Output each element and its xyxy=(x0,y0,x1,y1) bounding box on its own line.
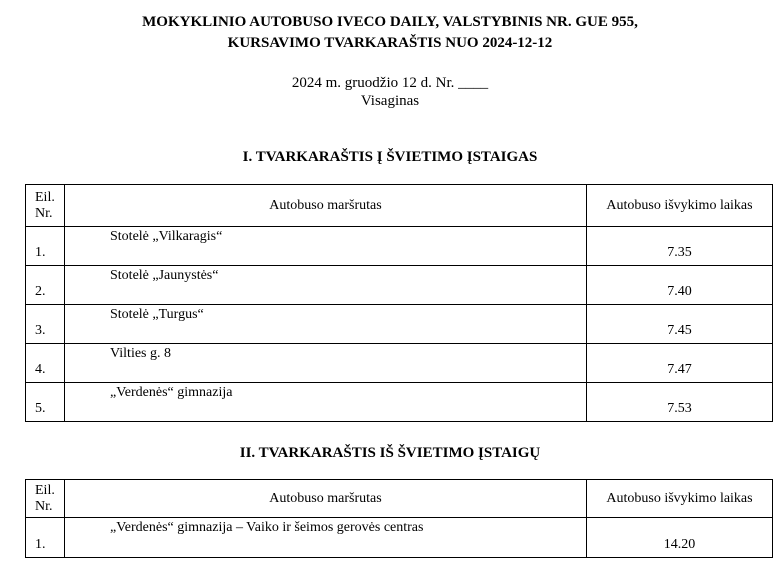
column-header-route: Autobuso maršrutas xyxy=(65,185,587,227)
schedule-table-from-school xyxy=(25,479,773,558)
section-2-heading: II. TVARKARAŠTIS IŠ ŠVIETIMO ĮSTAIGŲ xyxy=(239,445,541,461)
departure-time: 7.40 xyxy=(587,266,773,305)
route-stop: „Verdenės“ gimnazija – Vaiko ir šeimos gerovės centras xyxy=(65,518,587,558)
table-header-row xyxy=(26,185,773,227)
route-stop: „Verdenės“ gimnazija xyxy=(65,383,587,422)
row-number: 1. xyxy=(26,227,65,266)
departure-time: 14.20 xyxy=(587,518,773,558)
schedule-table-to-school xyxy=(25,184,773,422)
table-row xyxy=(26,266,773,305)
document-place: Visaginas xyxy=(360,93,420,109)
row-number: 2. xyxy=(26,266,65,305)
departure-time: 7.53 xyxy=(587,383,773,422)
row-number: 4. xyxy=(26,344,65,383)
row-number: 5. xyxy=(26,383,65,422)
column-header-departure-time: Autobuso išvykimo laikas xyxy=(587,185,773,227)
table-row xyxy=(26,383,773,422)
section-1-heading: I. TVARKARAŠTIS Į ŠVIETIMO ĮSTAIGAS xyxy=(242,149,538,165)
document-title-line-1: MOKYKLINIO AUTOBUSO IVECO DAILY, VALSTYBINIS NR. GUE 955, xyxy=(142,14,638,30)
route-stop: Stotelė „Jaunystės“ xyxy=(65,266,587,305)
departure-time: 7.45 xyxy=(587,305,773,344)
route-stop: Vilties g. 8 xyxy=(65,344,587,383)
column-header-departure-time: Autobuso išvykimo laikas xyxy=(587,480,773,518)
column-header-number: Eil. Nr. xyxy=(26,480,65,518)
table-header-row xyxy=(26,480,773,518)
row-number: 3. xyxy=(26,305,65,344)
table-row xyxy=(26,518,773,558)
table-row xyxy=(26,344,773,383)
departure-time: 7.35 xyxy=(587,227,773,266)
departure-time: 7.47 xyxy=(587,344,773,383)
route-stop: Stotelė „Turgus“ xyxy=(65,305,587,344)
table-row xyxy=(26,305,773,344)
document-title-line-2: KURSAVIMO TVARKARAŠTIS NUO 2024-12-12 xyxy=(227,35,553,51)
column-header-number: Eil. Nr. xyxy=(26,185,65,227)
document-date-number: 2024 m. gruodžio 12 d. Nr. ____ xyxy=(291,75,489,91)
column-header-route: Autobuso maršrutas xyxy=(65,480,587,518)
route-stop: Stotelė „Vilkaragis“ xyxy=(65,227,587,266)
row-number: 1. xyxy=(26,518,65,558)
table-row xyxy=(26,227,773,266)
